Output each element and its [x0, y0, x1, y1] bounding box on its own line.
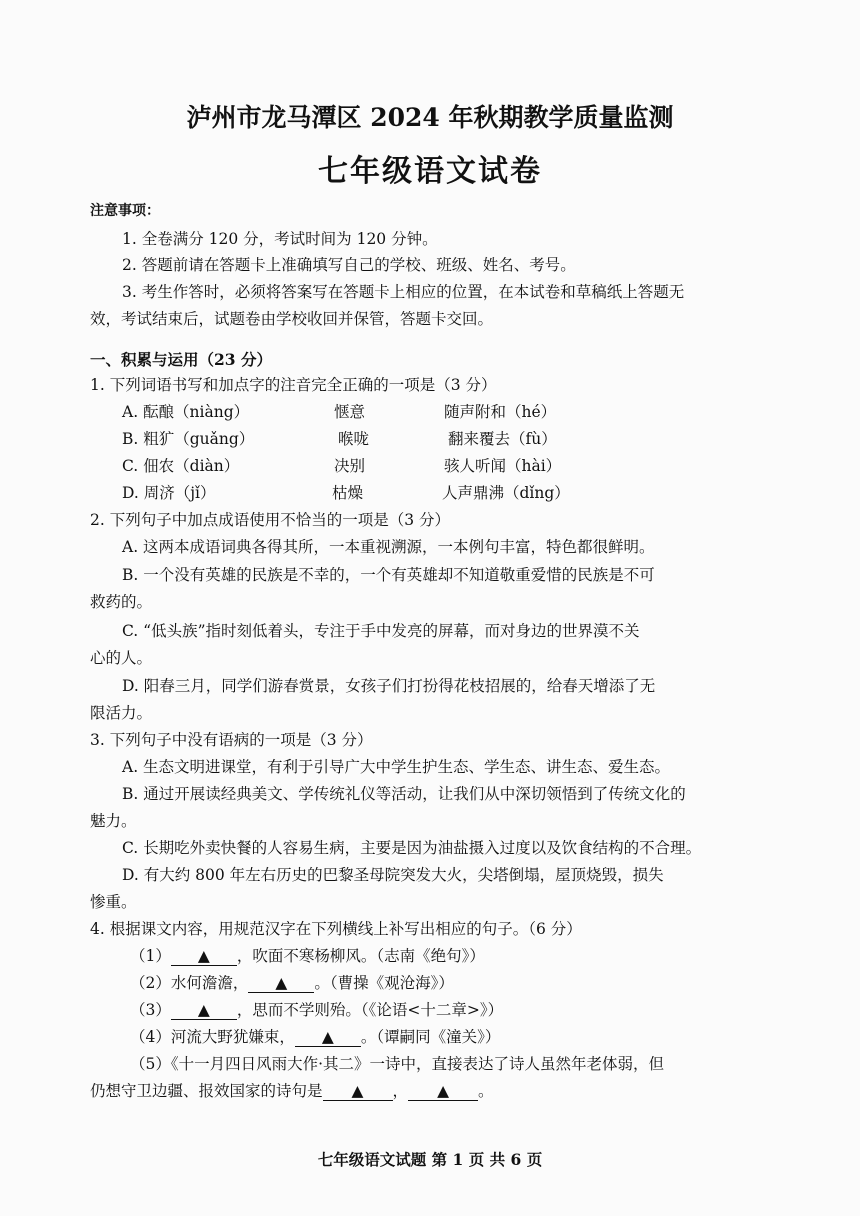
answer-blank-2[interactable]: ▲ — [248, 976, 314, 993]
exam-subtitle: 七年级语文试卷 — [318, 154, 542, 189]
q3-option-b-line2: 魅力。 — [90, 812, 137, 830]
answer-blank-3[interactable]: ▲ — [171, 1003, 237, 1020]
q4-item-3 — [130, 1003, 503, 1020]
q2-option-b-line1: B. 一个没有英雄的民族是不幸的，一个有英雄却不知道敬重爱惜的民族是不可 — [122, 566, 655, 584]
q4-item-4 — [130, 1030, 500, 1047]
section-1-heading: 一、积累与运用（23 分） — [90, 350, 272, 369]
answer-blank-4[interactable]: ▲ — [295, 1030, 361, 1047]
answer-blank-5a[interactable]: ▲ — [323, 1084, 393, 1101]
q1-stem: 1. 下列词语书写和加点字的注音完全正确的一项是（3 分） — [90, 376, 497, 394]
q2-option-b-line2: 救药的。 — [90, 593, 153, 611]
q4-item-4-prefix: （4）河流大野犹嫌束， — [130, 1028, 295, 1046]
q2-option-c-line1: C. “低头族”指时刻低着头，专注于手中发亮的屏幕，而对身边的世界漠不关 — [122, 622, 640, 640]
q1-option-d-word2: 枯燥 — [332, 484, 364, 502]
exam-title: 泸州市龙马潭区 2024 年秋期教学质量监测 — [186, 103, 674, 132]
q2-option-d-line1: D. 阳春三月，同学们游春赏景，女孩子们打扮得花枝招展的，给春天增添了无 — [122, 677, 656, 695]
q2-option-d-line2: 限活力。 — [90, 704, 153, 722]
q1-option-d-word3: 人声鼎沸（dǐng） — [442, 484, 570, 502]
q4-item-5-comma: ， — [392, 1082, 409, 1100]
q1-option-d: D. 周济（jǐ） — [122, 484, 216, 502]
q4-item-2-text: 。（曹操《观沧海》） — [314, 974, 454, 992]
notice-item-2: 2. 答题前请在答题卡上准确填写自己的学校、班级、姓名、考号。 — [122, 256, 576, 274]
q3-option-d-line1: D. 有大约 800 年左右历史的巴黎圣母院突发大火，尖塔倒塌，屋顶烧毁，损失 — [122, 866, 664, 884]
q4-item-1-prefix: （1） — [130, 947, 171, 965]
q1-option-b-word3: 翻来覆去（fù） — [448, 430, 557, 448]
q1-option-c-word3: 骇人听闻（hài） — [444, 457, 562, 475]
q1-option-b-word2: 喉咙 — [338, 430, 370, 448]
q4-item-3-text: ，思而不学则殆。（《论语<十二章>》） — [236, 1001, 504, 1019]
q4-stem: 4. 根据课文内容，用规范汉字在下列横线上补写出相应的句子。（6 分） — [90, 920, 582, 938]
notice-heading: 注意事项： — [90, 203, 160, 219]
q4-item-4-text: 。（谭嗣同《潼关》） — [360, 1028, 501, 1046]
notice-item-3a: 3. 考生作答时，必须将答案写在答题卡上相应的位置，在本试卷和草稿纸上答题无 — [122, 283, 685, 301]
page-footer: 七年级语文试题 第 1 页 共 6 页 — [317, 1150, 543, 1169]
answer-blank-5b[interactable]: ▲ — [408, 1084, 478, 1101]
q4-item-1 — [130, 949, 485, 966]
q3-stem: 3. 下列句子中没有语病的一项是（3 分） — [90, 731, 373, 749]
answer-blank-1[interactable]: ▲ — [171, 949, 237, 966]
q2-option-c-line2: 心的人。 — [90, 649, 153, 667]
notice-item-1: 1. 全卷满分 120 分，考试时间为 120 分钟。 — [122, 230, 438, 248]
q1-option-c-word2: 决别 — [334, 457, 366, 475]
q4-item-5-line1: （5）《十一月四日风雨大作·其二》一诗中，直接表达了诗人虽然年老体弱，但 — [130, 1055, 665, 1073]
q4-item-5-prefix: 仍想守卫边疆、报效国家的诗句是 — [90, 1082, 323, 1100]
q1-option-c: C. 佃农（diàn） — [122, 457, 240, 475]
q4-item-3-prefix: （3） — [130, 1001, 171, 1019]
q2-option-a: A. 这两本成语词典各得其所，一本重视溯源，一本例句丰富，特色都很鲜明。 — [122, 538, 655, 556]
q1-option-a: A. 酝酿（niàng） — [122, 403, 250, 421]
q1-option-a-word2: 惬意 — [334, 403, 366, 421]
q2-stem: 2. 下列句子中加点成语使用不恰当的一项是（3 分） — [90, 511, 451, 529]
q3-option-a: A. 生态文明进课堂，有利于引导广大中学生护生态、学生态、讲生态、爱生态。 — [122, 758, 671, 776]
q4-item-5-line2 — [90, 1084, 494, 1101]
notice-item-3b: 效，考试结束后，试题卷由学校收回并保管，答题卡交回。 — [90, 310, 494, 328]
q3-option-b-line1: B. 通过开展读经典美文、学传统礼仪等活动，让我们从中深切领悟到了传统文化的 — [122, 785, 686, 803]
q4-item-2-prefix: （2）水何澹澹， — [130, 974, 249, 992]
q1-option-b: B. 粗犷（guǎng） — [122, 430, 255, 448]
q4-item-5-end: 。 — [478, 1082, 494, 1100]
q4-item-1-text: ，吹面不寒杨柳风。（志南《绝句》） — [236, 947, 485, 965]
q3-option-c: C. 长期吃外卖快餐的人容易生病，主要是因为油盐摄入过度以及饮食结构的不合理。 — [122, 839, 702, 857]
q3-option-d-line2: 惨重。 — [90, 893, 137, 911]
q4-item-2 — [130, 976, 454, 993]
q1-option-a-word3: 随声附和（hé） — [444, 403, 557, 421]
